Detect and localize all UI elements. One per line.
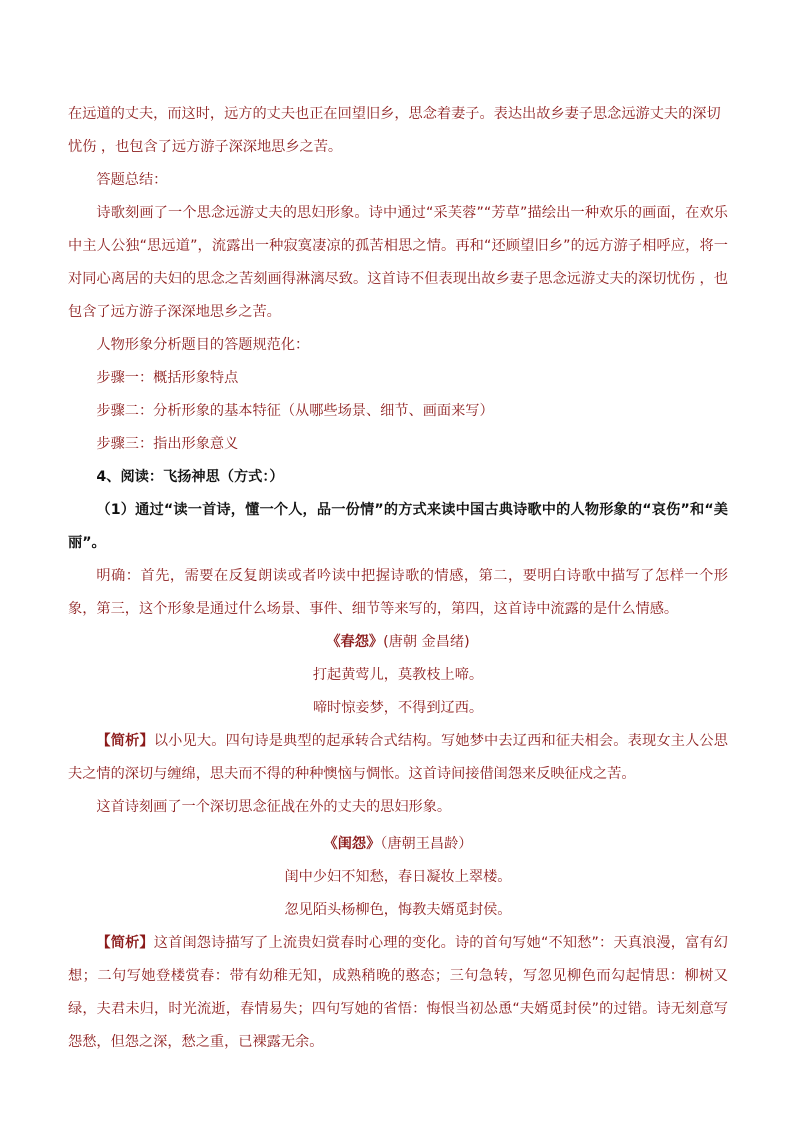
task-1: （1）通过“读一首诗，懂一个人，品一份情”的方式来读中国古典诗歌中的人物形象的“哀伤”和“美丽”。 <box>68 502 728 551</box>
poem1-title: 《春怨》 <box>326 634 384 650</box>
summary-paragraph: 诗歌刻画了一个思念远游丈夫的思妇形象。诗中通过“采芙蓉”“芳草”描绘出一种欢乐的画面，在欢乐中主人公独“思远道”，流露出一种寂寞凄凉的孤苦相思之情。再和“还顾望旧乡”的远方游子相呼应，将一对同心离居的夫妇的思念之苦刻画得淋漓尽致。这首诗不但表现出故乡妻子思念远游丈夫的深切忧伤 ，也包含了远方游子深深地思乡之苦。 <box>68 205 728 320</box>
poem2-analysis-text: 这首闺怨诗描写了上流贵妇赏春时心理的变化。诗的首句写她“不知愁”：天真浪漫，富有幻想；二句写她登楼赏春：带有幼稚无知，成熟稍晚的憨态；三句急转，写忽见柳色而勾起情思：柳树又绿，夫君未归，时光流逝，春情易失；四句写她的省悟：悔恨当初怂恿“夫婿觅封侯”的过错。诗无刻意写怨愁，但怨之深，愁之重，已裸露无余。 <box>68 935 728 1050</box>
poem1-analysis-text: 以小见大。四句诗是典型的起承转合式结构。写她梦中去辽西和征夫相会。表现女主人公思夫之情的深切与缠绵，思夫而不得的种种懊恼与惆怅。这首诗间接借闺怨来反映征戍之苦。 <box>68 733 728 782</box>
poem2-analysis-tag: 【简析】 <box>96 935 154 951</box>
poem1-line2: 啼时惊妾梦，不得到辽西。 <box>312 700 484 716</box>
step-three: 步骤三：指出形象意义 <box>96 436 239 452</box>
poem2-line1: 闺中少妇不知愁，春日凝妆上翠楼。 <box>284 869 512 885</box>
poem2-author: （唐朝王昌龄） <box>380 836 473 852</box>
paragraph-line: 在远道的丈夫，而这时，远方的丈夫也正在回望旧乡，思念着妻子。表达出故乡妻子思念远游丈夫的深切 <box>68 106 721 122</box>
poem1-author: (唐朝 金昌绪) <box>383 634 470 650</box>
poem2-line2: 忽见陌头杨柳色，悔教夫婿觅封侯。 <box>284 902 512 918</box>
poem1-analysis <box>68 725 728 791</box>
paragraph-line: 忧伤 ，也包含了远方游子深深地思乡之苦。 <box>68 139 343 155</box>
poem2-analysis <box>68 927 728 1059</box>
norm-heading: 人物形象分析题目的答题规范化： <box>96 337 310 353</box>
step-one: 步骤一：概括形象特点 <box>96 370 239 386</box>
poem2-title: 《闺怨》 <box>323 836 381 852</box>
poem1-analysis-tag: 【简析】 <box>96 733 154 749</box>
poem1-title-line <box>68 626 728 659</box>
clarify-paragraph: 明确：首先，需要在反复朗读或者吟读中把握诗歌的情感，第二，要明白诗歌中描写了怎样一个形象，第三，这个形象是通过什么场景、事件、细节等来写的，第四，这首诗中流露的是什么情感。 <box>68 568 728 617</box>
poem1-summary: 这首诗刻画了一个深切思念征战在外的丈夫的思妇形象。 <box>96 799 452 815</box>
step-two: 步骤二：分析形象的基本特征（从哪些场景、细节、画面来写） <box>96 403 494 419</box>
document-page <box>68 98 728 1059</box>
poem1-line1: 打起黄莺儿，莫教枝上啼。 <box>312 667 484 683</box>
poem2-title-line <box>68 828 728 861</box>
summary-heading: 答题总结： <box>96 172 168 188</box>
section-4-heading: 4、阅读：飞扬神思（方式：） <box>96 469 284 485</box>
